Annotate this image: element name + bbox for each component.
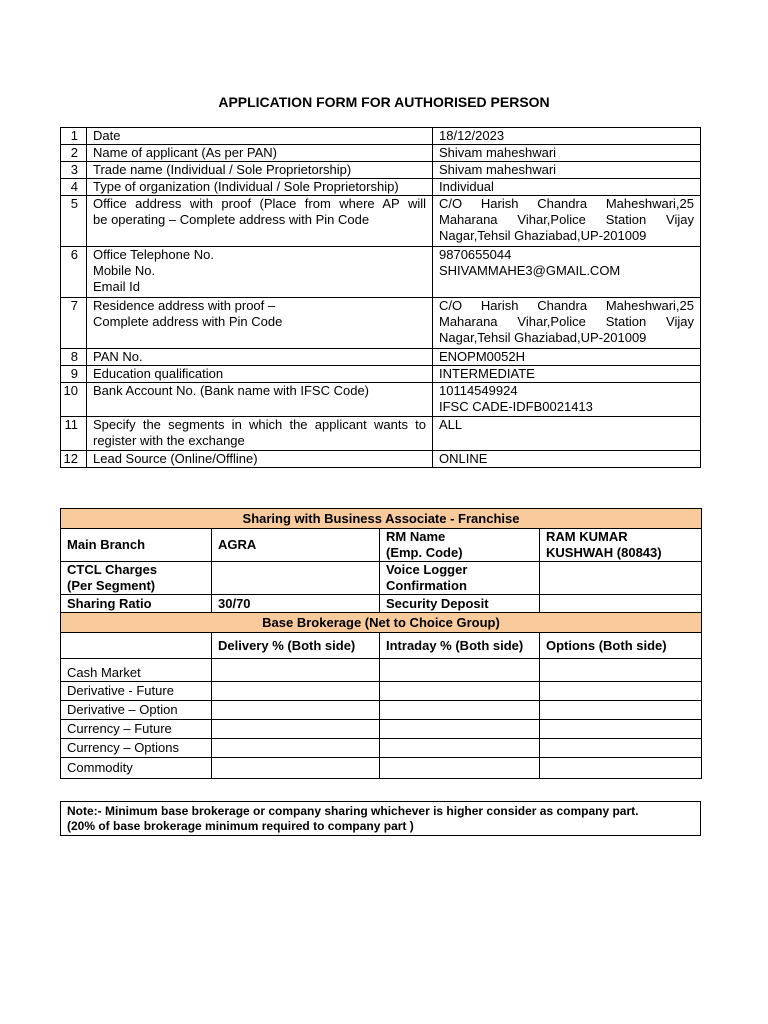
delivery-cell (212, 659, 380, 682)
row-label: Date (87, 128, 433, 145)
row-value (433, 383, 701, 417)
table-row (61, 179, 701, 196)
options-cell (540, 682, 702, 701)
column-header (61, 633, 212, 659)
row-number: 11 (61, 417, 87, 451)
form-title: APPLICATION FORM FOR AUTHORISED PERSON (218, 94, 550, 110)
ctcl-charges-value (212, 562, 380, 595)
options-cell (540, 758, 702, 779)
value-line: Maharana Vihar,Police Station Vijay (439, 212, 694, 227)
row-number: 10 (61, 383, 87, 417)
segment-label: Currency – Future (61, 720, 212, 739)
table-row (61, 247, 701, 298)
table-row (61, 659, 702, 682)
label-line: register with the exchange (93, 433, 245, 448)
row-number: 2 (61, 145, 87, 162)
row-label: Education qualification (87, 366, 433, 383)
row-number: 3 (61, 162, 87, 179)
delivery-cell (212, 701, 380, 720)
row-value: ENOPM0052H (433, 349, 701, 366)
options-cell (540, 720, 702, 739)
row-label (87, 247, 433, 298)
main-branch-value: AGRA (212, 529, 380, 562)
row-value (433, 196, 701, 247)
value-line: SHIVAMMAHE3@GMAIL.COM (439, 263, 621, 278)
value-line: Nagar,Tehsil Ghaziabad,UP-201009 (439, 228, 647, 243)
value-line: 10114549924 (439, 383, 518, 398)
row-number: 5 (61, 196, 87, 247)
franchise-sharing-table (60, 508, 702, 779)
intraday-cell (380, 758, 540, 779)
value-line: Nagar,Tehsil Ghaziabad,UP-201009 (439, 330, 647, 345)
label-line: be operating – Complete address with Pin Code (93, 212, 370, 227)
row-number: 4 (61, 179, 87, 196)
table-row (61, 417, 701, 451)
table-row (61, 349, 701, 366)
row-label: PAN No. (87, 349, 433, 366)
value-line: Maharana Vihar,Police Station Vijay (439, 314, 694, 329)
value-line: IFSC CADE-IDFB0021413 (439, 399, 593, 414)
row-label (87, 417, 433, 451)
row-number: 1 (61, 128, 87, 145)
column-header-intraday: Intraday % (Both side) (380, 633, 540, 659)
row-label (87, 196, 433, 247)
table-row (61, 451, 701, 468)
options-cell (540, 659, 702, 682)
options-cell (540, 701, 702, 720)
rm-name-label-line: RM Name (386, 529, 446, 544)
rm-name-value (540, 529, 702, 562)
table-row (61, 758, 702, 779)
row-label: Bank Account No. (Bank name with IFSC Code) (87, 383, 433, 417)
note-line: (20% of base brokerage minimum required to company part ) (67, 819, 414, 833)
sharing-header: Sharing with Business Associate - Franchise (61, 509, 702, 529)
intraday-cell (380, 682, 540, 701)
row-value: Shivam maheshwari (433, 162, 701, 179)
rm-name-label (380, 529, 540, 562)
row-label: Type of organization (Individual / Sole Proprietorship) (87, 179, 433, 196)
label-line: Specify the segments in which the applicant wants to (93, 417, 426, 432)
label-line: Office Telephone No. (93, 247, 214, 262)
segment-label: Commodity (61, 758, 212, 779)
delivery-cell (212, 720, 380, 739)
table-row (61, 720, 702, 739)
row-value: ALL (433, 417, 701, 451)
label-line: Mobile No. (93, 263, 156, 278)
label-line: Office address with proof (Place from where AP will (93, 196, 426, 211)
security-deposit-label: Security Deposit (380, 595, 540, 613)
security-deposit-value (540, 595, 702, 613)
row-label (87, 298, 433, 349)
table-row (61, 128, 701, 145)
segment-label: Cash Market (61, 659, 212, 682)
row-label: Lead Source (Online/Offline) (87, 451, 433, 468)
brokerage-note (60, 801, 701, 836)
voice-logger-label (380, 562, 540, 595)
value-line: C/O Harish Chandra Maheshwari,25 (439, 196, 694, 211)
table-row (61, 196, 701, 247)
segment-label: Currency – Options (61, 739, 212, 758)
row-value: 18/12/2023 (433, 128, 701, 145)
row-label: Trade name (Individual / Sole Proprietorship) (87, 162, 433, 179)
voice-logger-value (540, 562, 702, 595)
value-line: C/O Harish Chandra Maheshwari,25 (439, 298, 694, 313)
base-brokerage-header: Base Brokerage (Net to Choice Group) (61, 613, 702, 633)
delivery-cell (212, 682, 380, 701)
row-value: ONLINE (433, 451, 701, 468)
row-number: 8 (61, 349, 87, 366)
value-line: 9870655044 (439, 247, 512, 262)
table-row (61, 366, 701, 383)
table-row (61, 701, 702, 720)
label-line: Complete address with Pin Code (93, 314, 283, 329)
table-row (61, 682, 702, 701)
row-value: Individual (433, 179, 701, 196)
row-value (433, 247, 701, 298)
row-value: INTERMEDIATE (433, 366, 701, 383)
delivery-cell (212, 739, 380, 758)
label-line: Email Id (93, 279, 140, 294)
intraday-cell (380, 701, 540, 720)
segment-label: Derivative - Future (61, 682, 212, 701)
table-row (61, 145, 701, 162)
intraday-cell (380, 720, 540, 739)
voice-label-line: Confirmation (386, 578, 467, 593)
row-number: 12 (61, 451, 87, 468)
rm-name-label-line: (Emp. Code) (386, 545, 463, 560)
table-row (61, 739, 702, 758)
table-row (61, 162, 701, 179)
row-number: 7 (61, 298, 87, 349)
ctcl-charges-label (61, 562, 212, 595)
segment-label: Derivative – Option (61, 701, 212, 720)
label-line: Residence address with proof – (93, 298, 276, 313)
intraday-cell (380, 659, 540, 682)
note-line: Note:- Minimum base brokerage or company sharing whichever is higher consider as company part. (67, 804, 639, 818)
applicant-details-table (60, 127, 701, 468)
main-branch-label: Main Branch (61, 529, 212, 562)
intraday-cell (380, 739, 540, 758)
rm-name-value-line: RAM KUMAR (546, 529, 628, 544)
options-cell (540, 739, 702, 758)
voice-label-line: Voice Logger (386, 562, 468, 577)
column-header-options: Options (Both side) (540, 633, 702, 659)
ctcl-label-line: (Per Segment) (67, 578, 156, 593)
column-header-delivery: Delivery % (Both side) (212, 633, 380, 659)
row-number: 6 (61, 247, 87, 298)
table-row (61, 298, 701, 349)
row-value (433, 298, 701, 349)
sharing-ratio-label: Sharing Ratio (61, 595, 212, 613)
row-value: Shivam maheshwari (433, 145, 701, 162)
row-label: Name of applicant (As per PAN) (87, 145, 433, 162)
ctcl-label-line: CTCL Charges (67, 562, 158, 577)
table-row (61, 383, 701, 417)
sharing-ratio-value: 30/70 (212, 595, 380, 613)
rm-name-value-line: KUSHWAH (80843) (546, 545, 662, 560)
row-number: 9 (61, 366, 87, 383)
delivery-cell (212, 758, 380, 779)
